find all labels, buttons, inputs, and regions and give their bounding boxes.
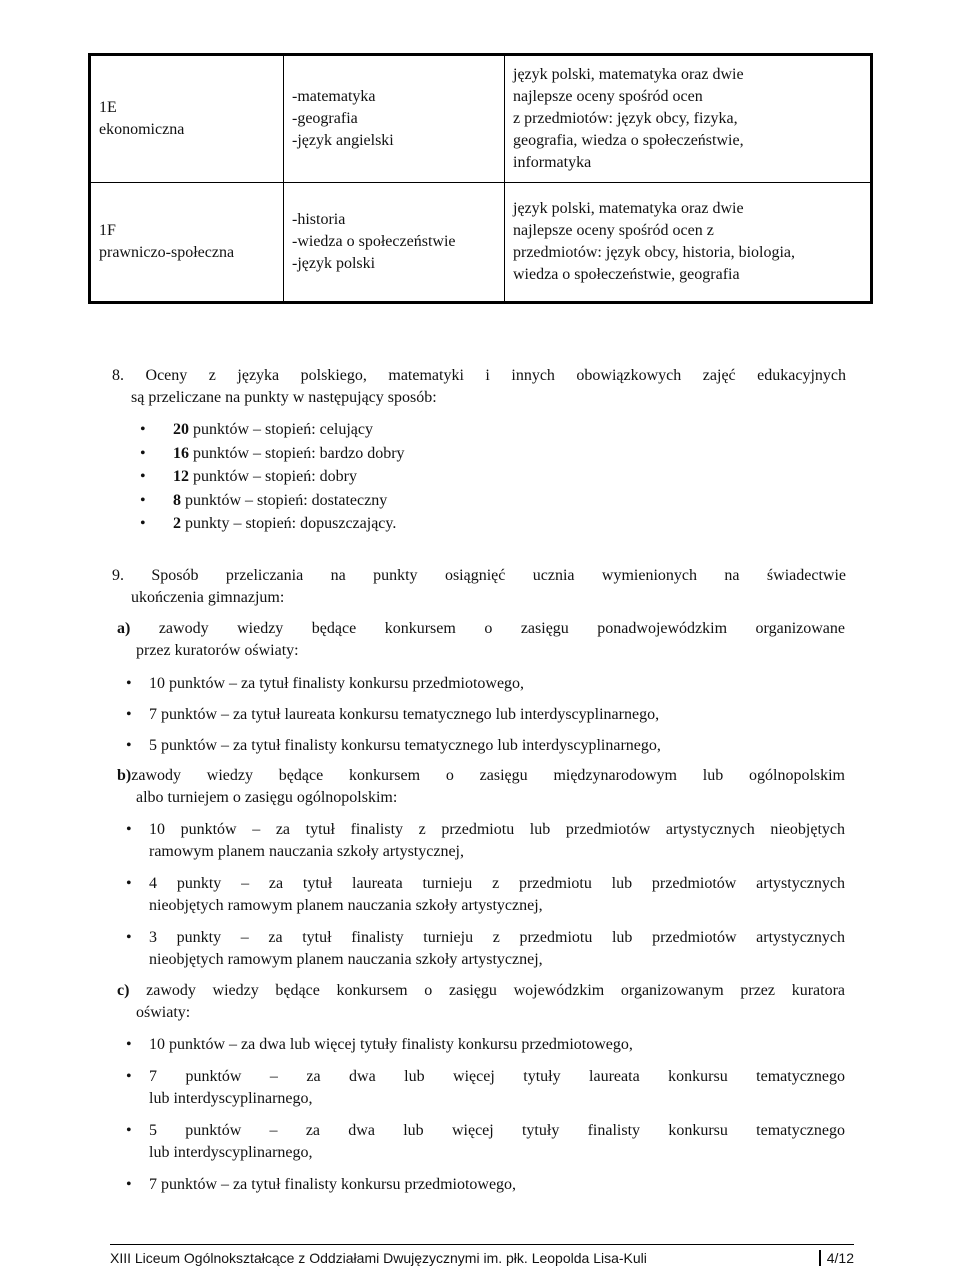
rule-line: język polski, matematyka oraz dwie <box>513 200 744 217</box>
bullet-icon: • <box>126 1068 132 1085</box>
list-item: • 7 punktów – za dwa lub więcej tytuły laureata konkursu tematycznego lub interdyscyplinarnego, <box>126 1068 845 1107</box>
class-code: 1E <box>99 99 117 116</box>
subjects-cell <box>284 183 505 303</box>
list-item: • 10 punktów – za dwa lub więcej tytuły finalisty konkursu przedmiotowego, <box>126 1034 845 1056</box>
rule-line: informatyka <box>513 154 592 171</box>
subsection-c: c) zawody wiedzy będące konkursem o zasięgu wojewódzkim organizowanym przez kuratora oświaty: <box>117 982 845 1021</box>
bullet-icon: • <box>140 421 146 438</box>
list-item: • 5 punktów – za tytuł finalisty konkursu tematycznego lub interdyscyplinarnego, <box>126 735 845 757</box>
table-row <box>90 183 872 303</box>
subsection-b: b)zawody wiedzy będące konkursem o zasięgu międzynarodowym lub ogólnopolskim albo turniejem o zasięgu ogólnopolskim: <box>117 767 845 806</box>
grade-points-list <box>140 418 405 536</box>
bullet-icon: • <box>140 491 146 509</box>
subject: -język polski <box>292 255 376 272</box>
rule-line: najlepsze oceny spośród ocen <box>513 88 703 105</box>
section-9-intro <box>112 565 846 609</box>
rule-line: geografia, wiedza o społeczeństwie, <box>513 132 744 149</box>
section-8-intro <box>112 365 846 409</box>
bullet-icon: • <box>126 1122 132 1139</box>
rule-line: najlepsze oceny spośród ocen z <box>513 222 714 239</box>
section-number: 9. <box>112 567 124 584</box>
list-item: • 8 punktów – stopień: dostateczny <box>140 489 405 513</box>
rule-line: przedmiotów: język obcy, historia, biologia, <box>513 244 796 261</box>
bullet-icon: • <box>126 875 132 892</box>
section-9-line-2: ukończenia gimnazjum: <box>131 589 285 606</box>
class-cell <box>90 55 284 183</box>
bullet-icon: • <box>140 444 146 462</box>
list-item: • 16 punktów – stopień: bardzo dobry <box>140 442 405 466</box>
rule-line: z przedmiotów: język obcy, fizyka, <box>513 110 738 127</box>
section-9-line-1: 9. Sposób przeliczania na punkty osiągnięć ucznia wymienionych na świadectwie <box>112 567 847 584</box>
class-name: prawniczo-społeczna <box>99 244 235 261</box>
class-code: 1F <box>99 222 116 239</box>
page-footer <box>110 1244 854 1271</box>
bullet-icon: • <box>126 737 132 754</box>
subject: -matematyka <box>292 88 376 105</box>
classes-table <box>88 53 873 304</box>
list-item: • 5 punktów – za dwa lub więcej tytuły finalisty konkursu tematycznego lub interdyscyplinarnego, <box>126 1122 845 1161</box>
bullet-icon: • <box>126 1036 132 1053</box>
bullet-icon: • <box>126 929 132 946</box>
subjects-cell <box>284 55 505 183</box>
list-item: • 20 punktów – stopień: celujący <box>140 418 405 442</box>
section-number: 8. <box>112 367 124 384</box>
list-item: • 3 punkty – za tytuł finalisty turnieju z przedmiotu lub przedmiotów artystycznych nieobjętych ramowym planem nauczania szkoły artystycznej, <box>126 929 845 968</box>
bullet-icon: • <box>126 675 132 692</box>
list-item: • 2 punkty – stopień: dopuszczający. <box>140 512 405 536</box>
footer-school-name: XIII Liceum Ogólnokształcące z Oddziałami Dwujęzycznymi im. płk. Leopolda Lisa-Kuli <box>110 1250 647 1266</box>
subsection-letter: c) <box>117 982 130 999</box>
page-number: 4/12 <box>819 1250 854 1266</box>
bullet-icon: • <box>126 821 132 838</box>
subject: -geografia <box>292 110 358 127</box>
class-cell <box>90 183 284 303</box>
table-row <box>90 55 872 183</box>
subject: -wiedza o społeczeństwie <box>292 233 456 250</box>
list-item: • 10 punktów – za tytuł finalisty konkursu przedmiotowego, <box>126 673 845 695</box>
subject: -historia <box>292 211 346 228</box>
list-item: • 4 punkty – za tytuł laureata turnieju z przedmiotu lub przedmiotów artystycznych nieobjętych ramowym planem nauczania szkoły artystycznej, <box>126 875 845 914</box>
rule-line: wiedza o społeczeństwie, geografia <box>513 266 740 283</box>
list-item: • 7 punktów – za tytuł laureata konkursu tematycznego lub interdyscyplinarnego, <box>126 704 845 726</box>
section-8-line-2: są przeliczane na punkty w następujący sposób: <box>131 389 437 406</box>
bullet-icon: • <box>140 468 146 485</box>
bullet-icon: • <box>140 515 146 532</box>
rule-line: język polski, matematyka oraz dwie <box>513 66 744 83</box>
bullet-icon: • <box>126 1176 132 1193</box>
bullet-icon: • <box>126 706 132 723</box>
rules-cell <box>505 183 872 303</box>
section-8-line-1: 8. Oceny z języka polskiego, matematyki i innych obowiązkowych zajęć edukacyjnych <box>112 367 846 384</box>
subsection-letter: b) <box>117 767 132 784</box>
subsection-letter: a) <box>117 620 131 637</box>
class-name: ekonomiczna <box>99 121 185 138</box>
list-item: • 10 punktów – za tytuł finalisty z przedmiotu lub przedmiotów artystycznych nieobjętych ramowym planem nauczania szkoły artystycznej, <box>126 821 845 860</box>
list-item: • 12 punktów – stopień: dobry <box>140 465 405 489</box>
list-item: • 7 punktów – za tytuł finalisty konkursu przedmiotowego, <box>126 1174 845 1196</box>
subsection-a: a) zawody wiedzy będące konkursem o zasięgu ponadwojewódzkim organizowane przez kuratorów oświaty: <box>117 620 845 659</box>
rules-cell <box>505 55 872 183</box>
subject: -język angielski <box>292 132 394 149</box>
